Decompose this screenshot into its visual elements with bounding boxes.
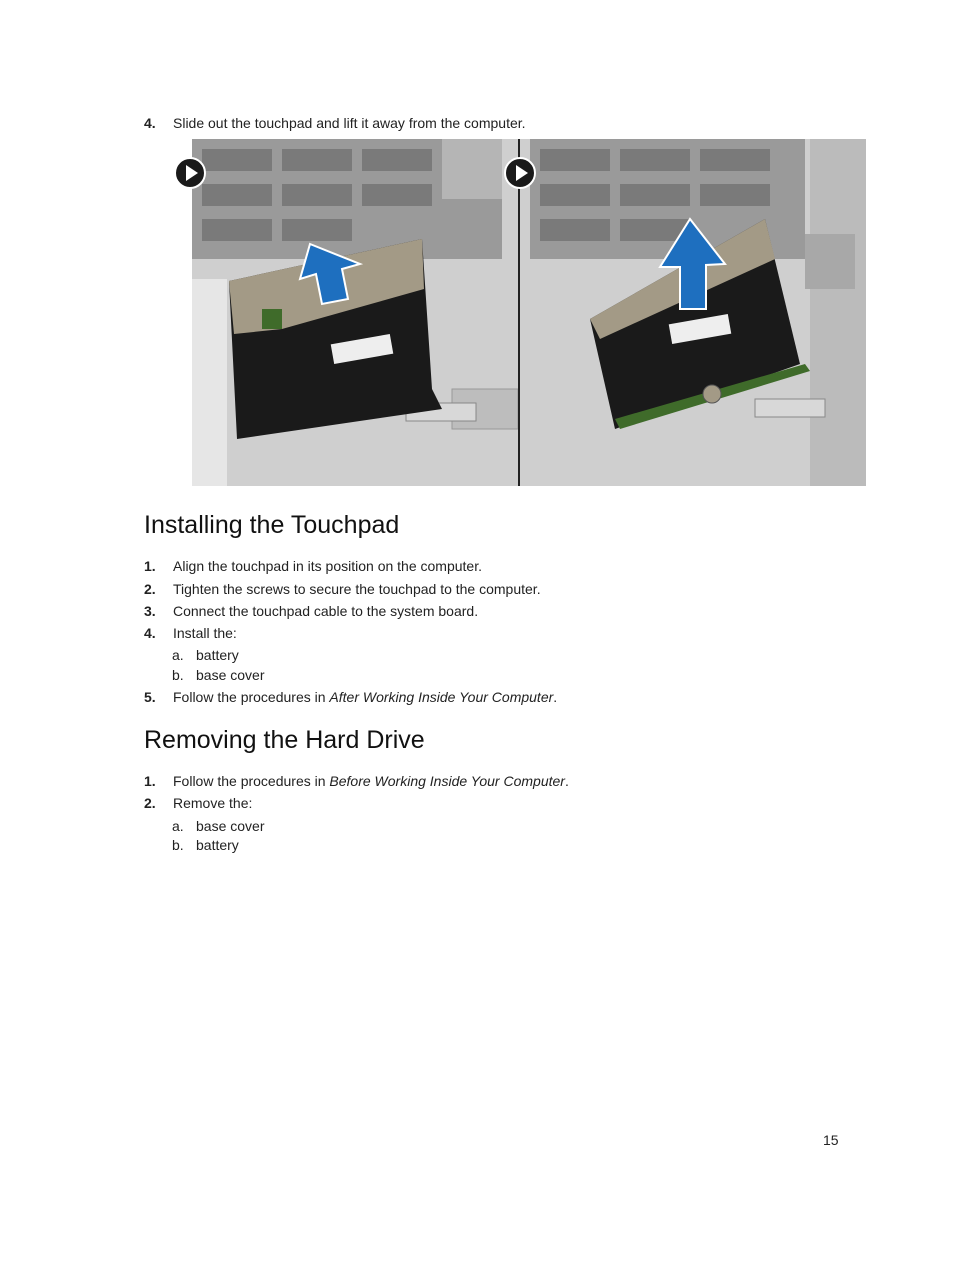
sub-item-text: battery bbox=[196, 837, 239, 853]
step-number: 3. bbox=[144, 603, 156, 619]
figure-panel-left bbox=[192, 139, 518, 486]
step-text-prefix: Follow the procedures in bbox=[173, 773, 330, 789]
step-number: 4. bbox=[144, 625, 156, 641]
sub-item-text: base cover bbox=[196, 818, 265, 834]
sub-list-item bbox=[172, 646, 239, 664]
step-text: Tighten the screws to secure the touchpad to the computer. bbox=[173, 581, 541, 597]
sub-item-letter: a. bbox=[172, 647, 184, 663]
step-text: Remove the: bbox=[173, 795, 253, 811]
step-number: 1. bbox=[144, 558, 156, 574]
play-icon bbox=[504, 157, 536, 189]
step-text: Connect the touchpad cable to the system board. bbox=[173, 603, 479, 619]
step-number: 5. bbox=[144, 689, 156, 705]
step-text: Slide out the touchpad and lift it away from the computer. bbox=[173, 115, 526, 131]
play-icon bbox=[174, 157, 206, 189]
sub-item-letter: b. bbox=[172, 837, 184, 853]
step-number: 2. bbox=[144, 581, 156, 597]
sub-list-item bbox=[172, 817, 264, 835]
sub-list-item bbox=[172, 666, 264, 684]
step-number: 2. bbox=[144, 795, 156, 811]
step-text bbox=[173, 772, 569, 790]
step-text-suffix: . bbox=[564, 773, 569, 789]
step-number: 4. bbox=[144, 115, 156, 131]
step-text: Align the touchpad in its position on the computer. bbox=[173, 558, 482, 574]
step-text bbox=[173, 688, 557, 706]
step-text: Install the: bbox=[173, 625, 237, 641]
step-number: 1. bbox=[144, 773, 156, 789]
step-text-suffix: . bbox=[553, 689, 558, 705]
section-title-installing-touchpad: Installing the Touchpad bbox=[144, 511, 400, 539]
sub-item-text: base cover bbox=[196, 667, 265, 683]
cross-reference-link[interactable]: After Working Inside Your Computer bbox=[329, 689, 554, 705]
touchpad-removal-figure bbox=[192, 139, 866, 486]
cross-reference-link[interactable]: Before Working Inside Your Computer bbox=[329, 773, 565, 789]
step-text-prefix: Follow the procedures in bbox=[173, 689, 330, 705]
sub-item-letter: a. bbox=[172, 818, 184, 834]
figure-panel-right bbox=[520, 139, 866, 486]
laptop-chassis-illustration bbox=[192, 139, 518, 486]
sub-item-text: battery bbox=[196, 647, 239, 663]
section-title-removing-hard-drive: Removing the Hard Drive bbox=[144, 726, 425, 754]
laptop-chassis-illustration bbox=[520, 139, 866, 486]
sub-list-item bbox=[172, 836, 239, 854]
sub-item-letter: b. bbox=[172, 667, 184, 683]
page-number: 15 bbox=[823, 1132, 839, 1148]
